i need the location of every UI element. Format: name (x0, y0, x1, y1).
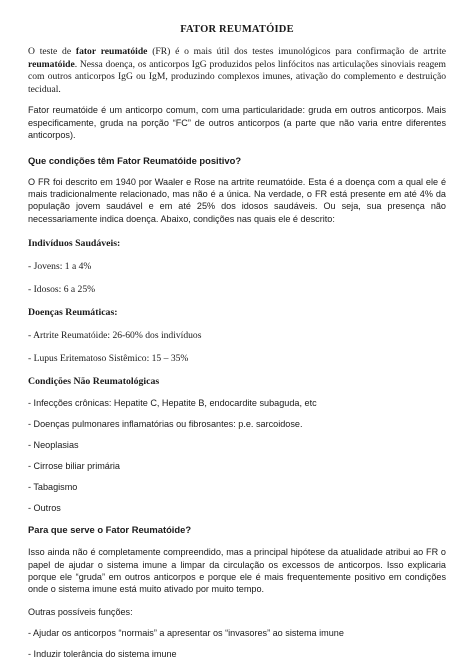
list-item: - Jovens: 1 a 4% (28, 261, 92, 273)
other-functions-label: Outras possíveis funções: (28, 606, 133, 617)
heading-rheumatic: Doenças Reumáticas: (28, 307, 118, 319)
definition-paragraph: Fator reumatóide é um anticorpo comum, com uma particularidade: gruda em outros anticorpos. Mais especificamente, gruda na porção “FC” de outros anticorpos (a parte que não varia entre diferentes anticorpos). (28, 105, 446, 141)
list-item: - Cirrose biliar primária (28, 461, 120, 472)
term-reumatoide: reumatóide (28, 58, 75, 70)
heading-healthy: Indivíduos Saudáveis: (28, 238, 121, 250)
list-item: - Infecções crônicas: Hepatite C, Hepatite B, endocardite subaguda, etc (28, 398, 317, 409)
section-heading-purpose: Para que serve o Fator Reumatóide? (28, 524, 192, 536)
section-heading-conditions: Que condições têm Fator Reumatóide positivo? (28, 154, 242, 166)
term-fator-reumatoide: fator reumatóide (75, 46, 148, 57)
list-item: - Lupus Eritematoso Sistêmico: 15 – 35% (28, 353, 189, 365)
purpose-paragraph: Isso ainda não é completamente compreendido, mas a principal hipótese da atualidade atribui ao FR o papel de ajudar o sistema imune a limpar da circulação os excessos de anticorpos. Isso explicaria porque ele “gruda” em outros anticorpos e porque ele é mais frequentemente positivo em condições onde o sistema imune está muito ativado por muito tempo. (28, 547, 446, 595)
list-item: - Artrite Reumatóide: 26-60% dos indivíduos (28, 330, 202, 342)
conditions-paragraph: O FR foi descrito em 1940 por Waaler e Rose na artrite reumatóide. Esta é a doença com a qual ele é mais tradicionalmente relacionado, mas não é a única. Na verdade, o FR está presente em até 4% da população jovem saudável e em até 25% dos idosos saudáveis. Ou seja, sua presença não necessariamente indica doença. Abaixo, condições nas quais ele é descrito: (28, 176, 446, 224)
list-item: - Ajudar os anticorpos “normais” a apresentar os “invasores” ao sistema imune (28, 627, 344, 638)
list-item: - Doenças pulmonares inflamatórias ou fibrosantes: p.e. sarcoidose. (28, 419, 303, 430)
list-item: - Induzir tolerância do sistema imune (28, 648, 177, 659)
list-item: - Idosos: 6 a 25% (28, 284, 96, 296)
heading-non-rheumatologic: Condições Não Reumatológicas (28, 376, 160, 388)
intro-paragraph: O teste de fator reumatóide (FR) é o mais útil dos testes imunológicos para confirmação de artrite reumatóide. Nessa doença, os anticorpos IgG produzidos pelos linfócitos nas articulações sinoviais reagem com outros anticorpos IgG ou IgM, produzindo complexos imunes, ativação do complemento e destruição tecidual. (28, 46, 447, 95)
list-item: - Outros (28, 503, 61, 514)
list-item: - Neoplasias (28, 440, 79, 451)
list-item: - Tabagismo (28, 482, 78, 493)
document-title: FATOR REUMATÓIDE (180, 24, 294, 35)
